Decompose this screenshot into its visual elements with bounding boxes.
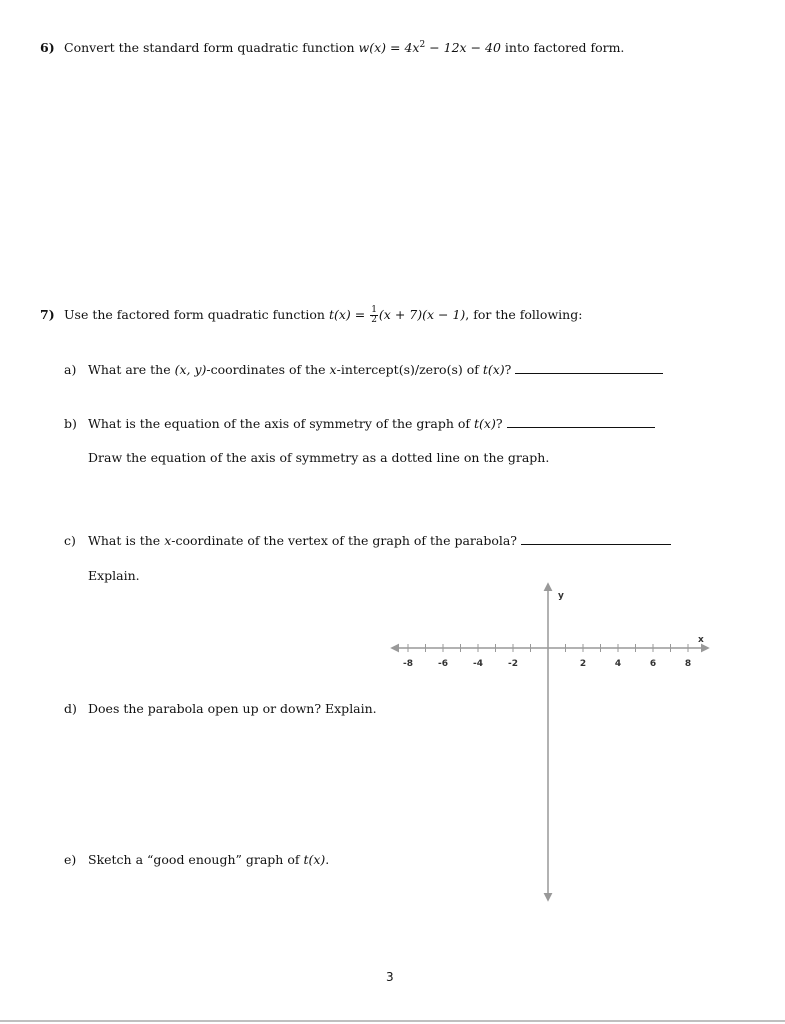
question-7a-text2: -coordinates of the	[206, 362, 330, 377]
question-7b-tx: t(x)	[474, 416, 496, 431]
question-7e-tx: t(x)	[303, 852, 326, 867]
question-7b	[64, 416, 655, 431]
question-7-func: t(x) =	[328, 307, 370, 322]
answer-blank-7c[interactable]	[521, 543, 671, 545]
question-7c-text2: -coordinate of the vertex of the graph of the parabola?	[171, 533, 518, 548]
question-7d-text: Does the parabola open up or down? Explain.	[88, 701, 377, 716]
question-7a-tx: t(x)	[482, 362, 505, 377]
y-axis-label: y	[558, 591, 564, 601]
question-6-text-after: into factored form.	[500, 40, 625, 56]
question-7c-xvar: x	[164, 533, 172, 548]
question-7e-text2: .	[325, 852, 330, 867]
question-6-text-before: Convert the standard form quadratic function	[64, 40, 359, 56]
x-tick-label: 8	[684, 659, 692, 669]
question-7c-text: What is the	[88, 533, 165, 548]
question-7b-text: What is the equation of the axis of symmetry of the graph of	[88, 416, 474, 431]
fraction-numerator: 1	[371, 305, 377, 315]
footer-rule	[0, 1020, 785, 1022]
question-6-number: 6)	[40, 40, 55, 56]
question-7-fraction	[370, 306, 378, 325]
x-tick-label: 4	[614, 659, 622, 669]
fraction-denominator: 2	[371, 315, 377, 325]
question-6-exponent: 2	[419, 40, 426, 50]
question-7b-instruction: Draw the equation of the axis of symmetry as a dotted line on the graph.	[88, 450, 550, 465]
question-6-expr-after: − 12x − 40	[425, 40, 501, 56]
question-7a-label: a)	[64, 362, 77, 377]
question-7c	[64, 533, 671, 548]
question-7d-label: d)	[64, 701, 77, 716]
question-7a-text3: -intercept(s)/zero(s) of	[336, 362, 483, 377]
x-tick-label: -2	[508, 659, 518, 669]
question-7a-coord: (x, y)	[174, 362, 207, 377]
x-tick-label: -8	[403, 659, 413, 669]
question-7a-text: What are the	[88, 362, 175, 377]
question-7e	[64, 852, 329, 867]
page-number: 3	[386, 970, 394, 984]
question-7-text-after: , for the following:	[465, 307, 583, 322]
coordinate-graph[interactable]	[390, 578, 710, 908]
x-tick-label: 2	[579, 659, 587, 669]
x-tick-label: -6	[438, 659, 448, 669]
question-7e-text: Sketch a “good enough” graph of	[88, 852, 304, 867]
question-7b-text2: ?	[495, 416, 503, 431]
x-tick-label: -4	[473, 659, 483, 669]
question-7-number: 7)	[40, 307, 55, 322]
question-6	[40, 40, 624, 55]
question-7a	[64, 362, 663, 377]
question-7a-xvar: x	[329, 362, 337, 377]
question-7a-text4: ?	[504, 362, 512, 377]
question-7	[40, 306, 582, 325]
question-7d	[64, 701, 377, 716]
answer-blank-7b[interactable]	[507, 426, 655, 428]
question-7e-label: e)	[64, 852, 77, 867]
question-7c-label: c)	[64, 533, 76, 548]
question-7-text-before: Use the factored form quadratic function	[64, 307, 329, 322]
question-6-func: w	[358, 40, 370, 56]
question-7b-label: b)	[64, 416, 77, 431]
answer-blank-7a[interactable]	[515, 372, 663, 374]
question-7-factors: (x + 7)(x − 1)	[378, 307, 466, 322]
question-7c-explain: Explain.	[88, 568, 140, 583]
x-tick-label: 6	[649, 659, 657, 669]
x-axis-label: x	[698, 635, 704, 645]
question-6-expr: (x) = 4x	[369, 40, 420, 56]
